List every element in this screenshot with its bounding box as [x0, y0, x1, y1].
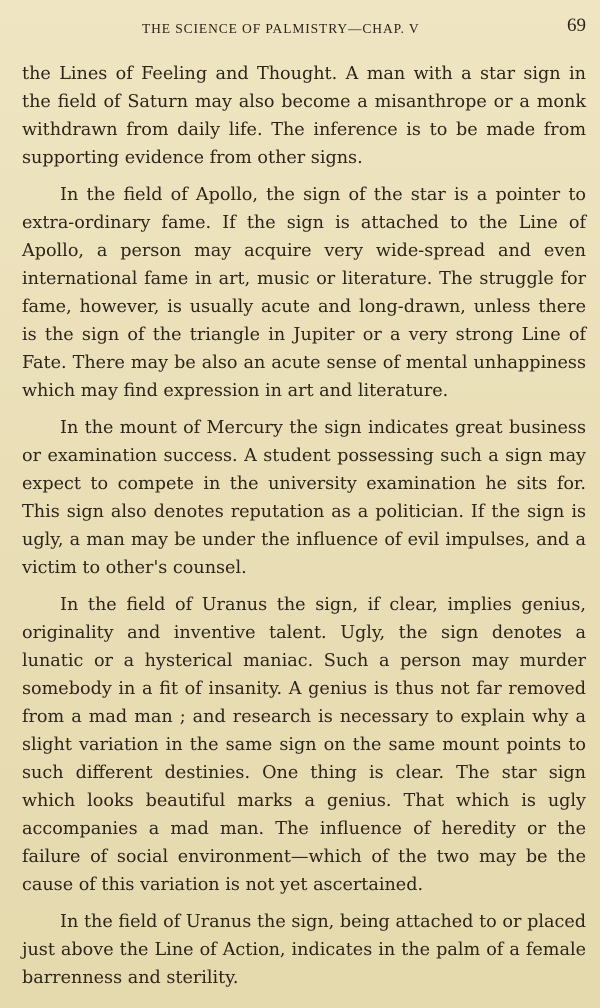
paragraph-apollo: In the field of Apollo, the sign of the star is a pointer to extra-ordinary fame. If the sign is attached to the Line of Apollo, a person may acquire very wide-spread and even international fame in art, music or literature. The struggle for fame, however, is usually acute and long-drawn, unless there is the sign of the triangle in Jupiter or a very strong Line of Fate. There may be also an acute sense of mental unhappiness which may find expression in art and literature. — [22, 185, 586, 401]
page-body — [22, 60, 586, 1001]
running-title: THE SCIENCE OF PALMISTRY—CHAP. V — [142, 21, 420, 36]
page-number: 69 — [567, 15, 586, 36]
running-head — [0, 14, 600, 44]
paragraph-uranus-action-line: In the field of Uranus the sign, being attached to or placed just above the Line of Action, indicates in the palm of a female barrenness and sterility. — [22, 912, 586, 988]
paragraph-continued: the Lines of Feeling and Thought. A man with a star sign in the field of Saturn may also become a misanthrope or a monk withdrawn from daily life. The inference is to be made from supporting evidence from other signs. — [22, 64, 586, 168]
paragraph-uranus: In the field of Uranus the sign, if clear, implies genius, originality and inventive talent. Ugly, the sign denotes a lunatic or a hysterical maniac. Such a person may murder somebody in a fit of insanity. A genius is thus not far removed from a mad man ; and research is necessary to explain why a slight variation in the same sign on the same mount points to such different destinies. One thing is clear. The star sign which looks beautiful marks a genius. That which is ugly accompanies a mad man. The influence of heredity or the failure of social environment—which of the two may be the cause of this variation is not yet ascertained. — [22, 595, 586, 895]
paragraph-mercury: In the mount of Mercury the sign indicates great business or examination success. A student possessing such a sign may expect to compete in the university examination he sits for. This sign also denotes reputation as a politician. If the sign is ugly, a man may be under the influence of evil impulses, and a victim to other's counsel. — [22, 418, 586, 578]
